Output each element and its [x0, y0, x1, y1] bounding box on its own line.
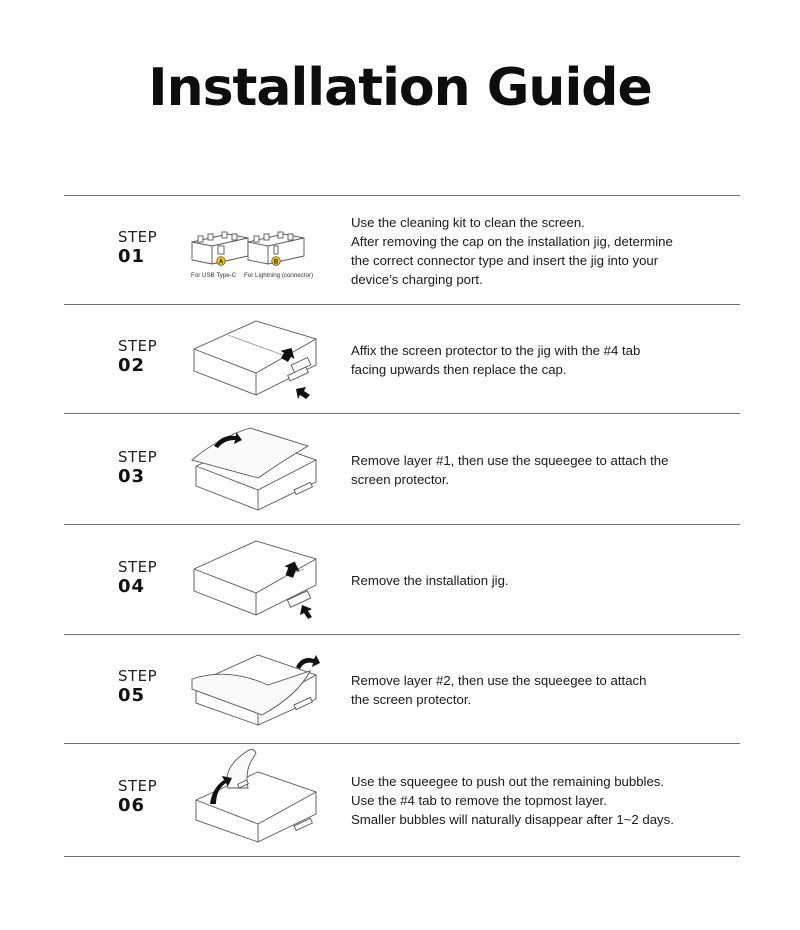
- step-word: STEP: [118, 667, 158, 685]
- peel-layer-icon: [188, 420, 328, 520]
- step-label: [118, 667, 157, 707]
- description-line: Use the cleaning kit to clean the screen.: [351, 215, 585, 230]
- step-label: [118, 777, 157, 817]
- step-word: STEP: [118, 448, 158, 466]
- arrow-icon: [296, 655, 320, 669]
- description-line: Remove layer #2, then use the squeegee to attach: [351, 673, 647, 688]
- connector-label-lightning: For Lightning (connector): [244, 272, 314, 279]
- remove-jig-icon: [188, 531, 328, 631]
- jig-connector-icon: [188, 216, 328, 316]
- step-label: [118, 558, 157, 598]
- step-number: 05: [118, 685, 146, 706]
- step-description: [351, 451, 711, 489]
- step-01: [64, 196, 740, 304]
- step-word: STEP: [118, 228, 158, 246]
- divider: [64, 856, 740, 857]
- step-description: [351, 213, 711, 289]
- step-number: 04: [118, 576, 146, 597]
- step-number: 01: [118, 246, 146, 267]
- badge-b: B: [273, 259, 279, 266]
- description-line: Remove layer #1, then use the squeegee to attach the: [351, 453, 669, 468]
- description-line: Smaller bubbles will naturally disappear after 1~2 days.: [351, 812, 674, 827]
- badge-a: A: [218, 259, 224, 266]
- description-line: Remove the installation jig.: [351, 573, 509, 588]
- description-line: facing upwards then replace the cap.: [351, 362, 567, 377]
- peel-top-layer-icon: [188, 748, 328, 848]
- step-label: [118, 228, 157, 268]
- step-number: 03: [118, 466, 146, 487]
- step-04: [64, 525, 740, 634]
- step-label: [118, 448, 157, 488]
- description-line: Use the #4 tab to remove the topmost layer.: [351, 793, 607, 808]
- tablet-jig-icon: [188, 311, 328, 411]
- step-05: [64, 635, 740, 743]
- connector-label-usbc: For USB Type-C: [191, 272, 237, 279]
- step-label: [118, 337, 157, 377]
- description-line: the correct connector type and insert the jig into your: [351, 253, 659, 268]
- description-line: screen protector.: [351, 472, 450, 487]
- description-line: After removing the cap on the installation jig, determine: [351, 234, 673, 249]
- step-description: [351, 772, 711, 829]
- step-description: [351, 671, 711, 709]
- page-title: Installation Guide: [148, 58, 652, 118]
- step-number: 02: [118, 355, 146, 376]
- description-line: Use the squeegee to push out the remaining bubbles.: [351, 774, 665, 789]
- step-02: [64, 305, 740, 413]
- step-word: STEP: [118, 777, 158, 795]
- step-word: STEP: [118, 337, 158, 355]
- step-03: [64, 414, 740, 524]
- description-line: device’s charging port.: [351, 272, 483, 287]
- step-description: [351, 571, 711, 590]
- description-line: Affix the screen protector to the jig with the #4 tab: [351, 343, 641, 358]
- step-06: [64, 744, 740, 856]
- peel-layer-two-icon: [188, 645, 328, 745]
- step-number: 06: [118, 795, 146, 816]
- step-description: [351, 341, 711, 379]
- step-word: STEP: [118, 558, 158, 576]
- description-line: the screen protector.: [351, 692, 472, 707]
